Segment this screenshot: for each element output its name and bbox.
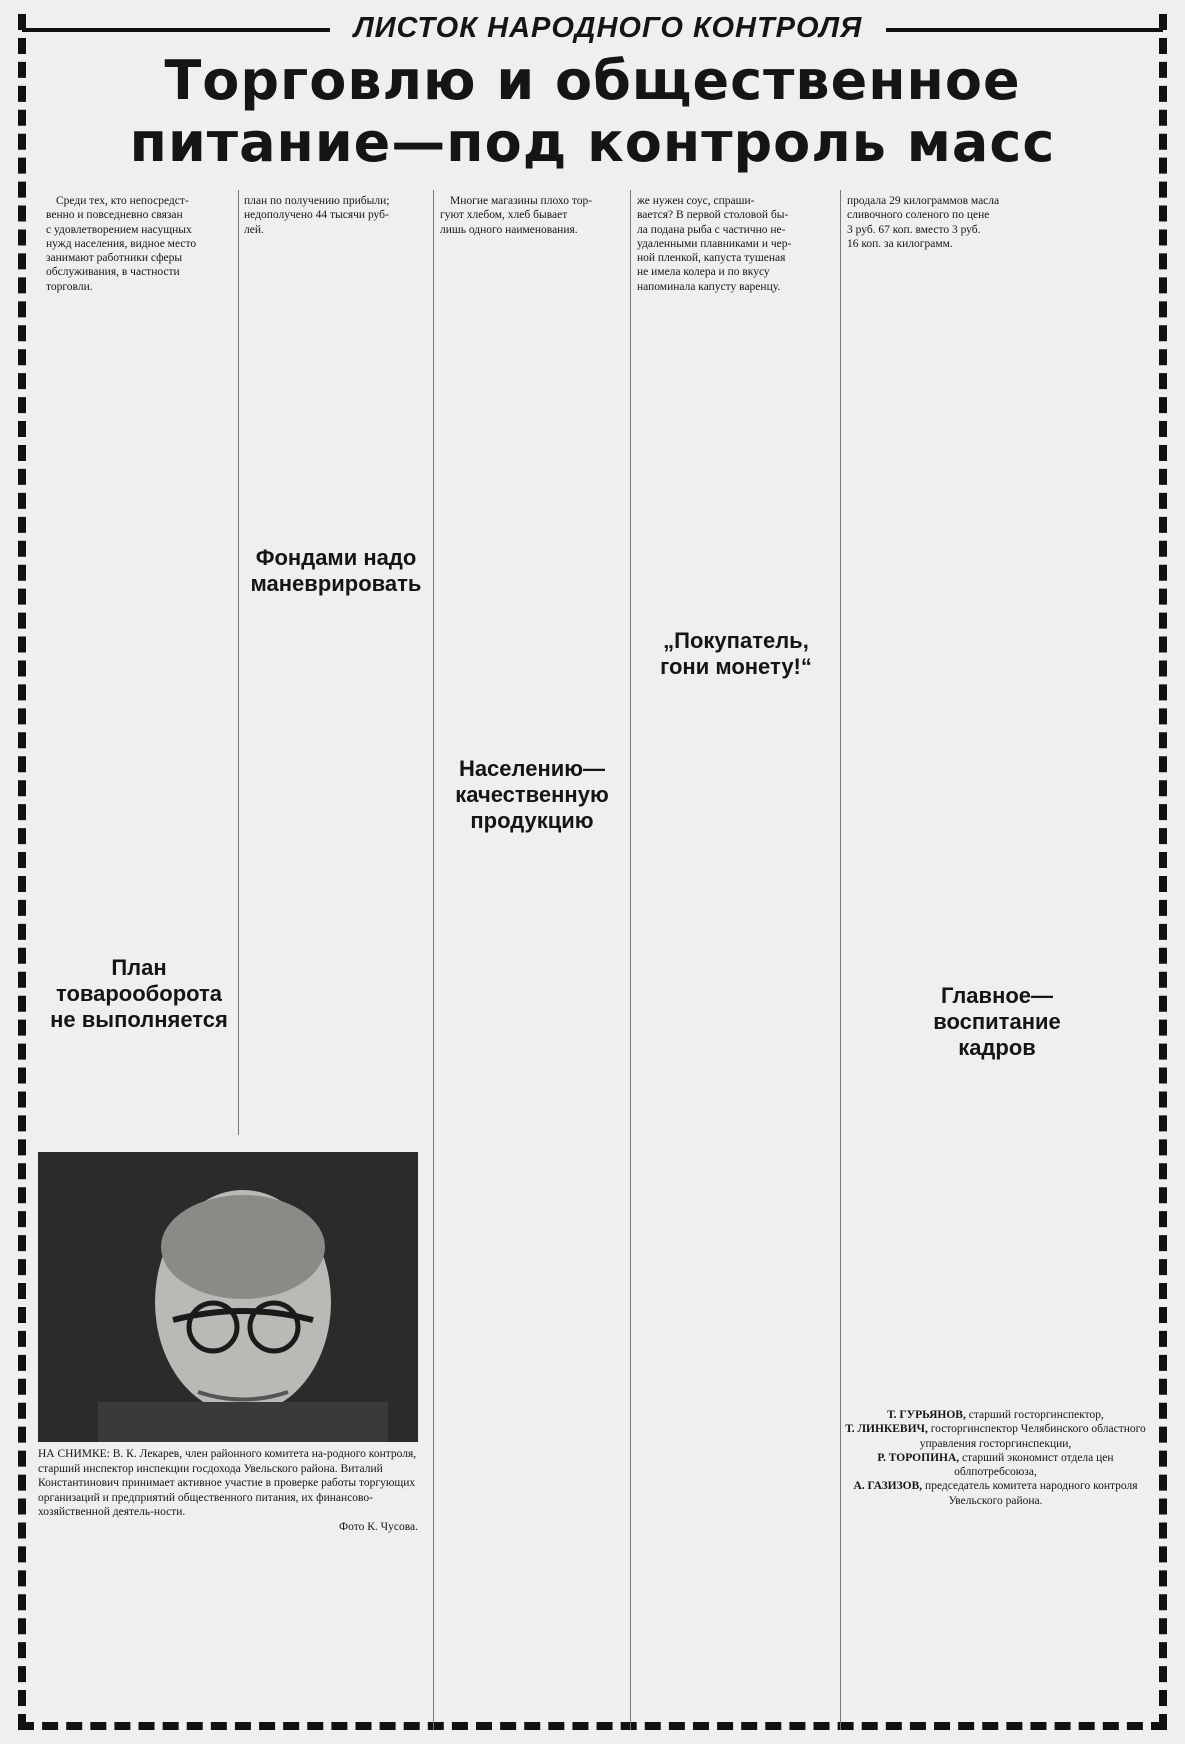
text-line: напоминала капусту варенцу. bbox=[637, 280, 781, 293]
main-headline bbox=[40, 50, 1145, 174]
subhead-plan bbox=[46, 955, 232, 1033]
subhead-line: товарооборота bbox=[55, 981, 223, 1006]
section-kicker: ЛИСТОК НАРОДНОГО КОНТРОЛЯ bbox=[330, 12, 886, 45]
text-line: Многие магазины плохо тор- bbox=[450, 195, 593, 207]
signatory-role: председатель комитета народного контроля Увельского района. bbox=[925, 1480, 1138, 1507]
signatory-name: Т. ГУРЬЯНОВ, bbox=[887, 1409, 966, 1421]
column-divider bbox=[433, 190, 434, 1730]
signatory-role: старший экономист отдела цен облпотребсоюза, bbox=[954, 1451, 1114, 1479]
subhead-fondy bbox=[244, 545, 428, 597]
subhead-line: Населению— bbox=[458, 756, 606, 781]
signatory-name: А. ГАЗИЗОВ, bbox=[853, 1480, 923, 1493]
subhead-line: Главное— bbox=[940, 983, 1054, 1008]
text-line: сливочного соленого по цене bbox=[847, 209, 990, 222]
subhead-line: продукцию bbox=[470, 808, 594, 833]
column-3-text bbox=[440, 194, 624, 237]
column-4-text bbox=[637, 194, 835, 294]
photo-credit: Фото К. Чусова. bbox=[339, 1520, 418, 1533]
text-line: венно и повседневно связан bbox=[46, 209, 183, 222]
subhead-line: маневрировать bbox=[250, 571, 422, 596]
frame-right-border bbox=[1159, 14, 1167, 1730]
column-2-text bbox=[244, 194, 428, 237]
text-line: недополучено 44 тысячи руб- bbox=[244, 209, 389, 222]
subhead-naseleniyu bbox=[440, 756, 624, 834]
subhead-line: гони монету!“ bbox=[660, 654, 812, 679]
text-line: лишь одного наименования. bbox=[440, 223, 578, 236]
column-divider bbox=[238, 190, 239, 1135]
text-line: с удовлетворением насущных bbox=[46, 223, 192, 236]
subhead-line: кадров bbox=[958, 1035, 1036, 1060]
subhead-line: качественную bbox=[455, 782, 609, 807]
signatory-role: госторгинспектор Челябинского областного управления госторгинспекции, bbox=[919, 1423, 1146, 1450]
text-line: гуют хлебом, хлеб бывает bbox=[440, 209, 568, 222]
text-line: не имела колера и по вкусу bbox=[637, 266, 770, 279]
headline-line-2: питание—под контроль масс bbox=[129, 111, 1056, 174]
portrait-photo bbox=[38, 1152, 418, 1442]
subhead-line: План bbox=[111, 955, 167, 980]
subhead-line: „Покупатель, bbox=[663, 628, 809, 653]
column-divider bbox=[630, 190, 631, 1730]
frame-left-border bbox=[18, 14, 26, 1730]
text-line: лей. bbox=[244, 223, 264, 236]
text-line: план по получению прибыли; bbox=[244, 195, 390, 207]
column-divider bbox=[840, 190, 841, 1730]
text-line: ла подана рыба с частично не- bbox=[637, 223, 786, 236]
column-1-text bbox=[46, 194, 232, 294]
signatory-role: старший госторгинспектор, bbox=[968, 1409, 1104, 1421]
text-line: занимают работники сферы bbox=[46, 252, 183, 265]
column-5-text bbox=[847, 194, 1147, 251]
subhead-line: не выполняется bbox=[50, 1007, 228, 1032]
subhead-glavnoe bbox=[847, 983, 1147, 1061]
text-line: продала 29 килограммов масла bbox=[847, 195, 1000, 207]
text-line: вается? В первой столовой бы- bbox=[637, 209, 789, 222]
text-line: же нужен соус, спраши- bbox=[637, 195, 755, 207]
text-line: торговли. bbox=[46, 280, 93, 293]
frame-bottom-border bbox=[18, 1722, 1167, 1730]
text-line: 3 руб. 67 коп. вместо 3 руб. bbox=[847, 223, 981, 236]
signatory-name: Р. ТОРОПИНА, bbox=[877, 1451, 960, 1464]
subhead-pokupatel bbox=[637, 628, 835, 680]
text-line: удаленными плавниками и чер- bbox=[637, 237, 792, 250]
signatory-name: Т. ЛИНКЕВИЧ, bbox=[845, 1423, 928, 1436]
subhead-line: воспитание bbox=[933, 1009, 1061, 1034]
text-line: нужд населения, видное место bbox=[46, 237, 197, 250]
portrait-illustration bbox=[38, 1152, 418, 1442]
signature-block bbox=[843, 1408, 1148, 1508]
text-line: обслуживания, в частности bbox=[46, 266, 180, 279]
headline-line-1: Торговлю и общественное bbox=[164, 49, 1021, 112]
text-line: ной пленкой, капуста тушеная bbox=[637, 252, 786, 265]
caption-text: НА СНИМКЕ: В. К. Лекарев, член районного комитета на-родного контроля, старший инспектор инспекции госдохода Увельского района. Виталий Константинович принимает активное участие в проверке работы торгующих организаций и предприятий общественного питания, их финансово-хозяйственной деятель-ности. bbox=[38, 1448, 417, 1518]
text-line: 16 коп. за килограмм. bbox=[847, 237, 953, 250]
text-line: Среди тех, кто непосредст- bbox=[56, 195, 189, 207]
photo-caption bbox=[38, 1447, 418, 1534]
subhead-line: Фондами надо bbox=[255, 545, 417, 570]
